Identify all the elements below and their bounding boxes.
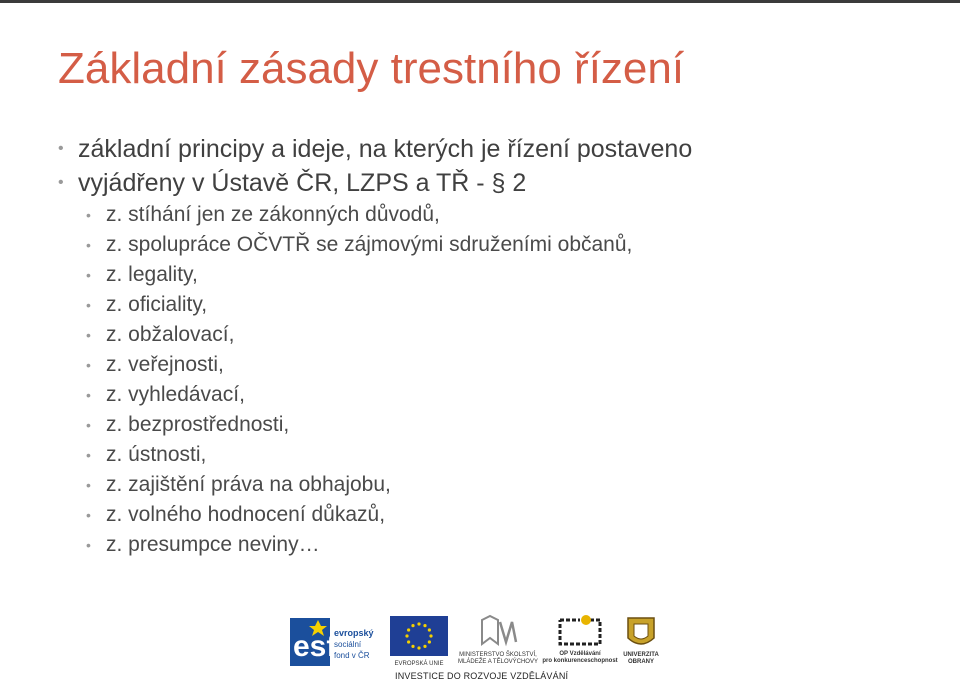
bullet-icon: •: [86, 537, 91, 553]
bullet-text: z. presumpce neviny…: [106, 533, 320, 556]
sub-bullet-item: [58, 380, 938, 410]
sub-bullet-item: [58, 500, 938, 530]
sub-bullet-item: [58, 320, 938, 350]
sub-bullet-item: [58, 410, 938, 440]
bullet-item: [58, 132, 938, 166]
eu-star-icon: [411, 624, 414, 627]
sub-bullet-item: [58, 200, 938, 230]
bullet-text: z. stíhání jen ze zákonných důvodů,: [106, 203, 440, 226]
bullet-icon: •: [86, 417, 91, 433]
bullet-icon: •: [58, 174, 64, 191]
sub-bullet-item: [58, 350, 938, 380]
eu-star-icon: [429, 634, 432, 637]
sub-bullet-item: [58, 260, 938, 290]
eu-star-icon: [428, 640, 431, 643]
bullet-item: [58, 166, 938, 200]
slide-title: Základní zásady trestního řízení: [58, 44, 685, 93]
bullet-icon: •: [86, 507, 91, 523]
bullet-icon: •: [58, 140, 64, 157]
sub-bullet-item: [58, 290, 938, 320]
eu-flag-logo: [390, 612, 448, 668]
bullet-text: vyjádřeny v Ústavě ČR, LZPS a TŘ - § 2: [78, 169, 527, 197]
uo-logo: [616, 612, 666, 668]
sub-bullet-item: [58, 440, 938, 470]
bullet-text: z. ústnosti,: [106, 443, 207, 466]
bullet-icon: •: [86, 327, 91, 343]
bullet-text: z. obžalovací,: [106, 323, 235, 346]
msmt-label1: MINISTERSTVO ŠKOLSTVÍ,: [459, 652, 537, 658]
msmt-logo: [452, 612, 544, 668]
esf-line1: evropský: [334, 628, 374, 638]
eu-star-icon: [428, 628, 431, 631]
bullet-list: [58, 132, 938, 560]
eu-star-icon: [405, 634, 408, 637]
op-frame-icon: [560, 620, 600, 644]
msmt-emblem-icon: [482, 616, 498, 644]
bullet-text: z. zajištění práva na obhajobu,: [106, 473, 391, 496]
bullet-text: z. bezprostřednosti,: [106, 413, 290, 436]
esf-brand-text: esf: [293, 630, 337, 663]
sub-bullet-item: [58, 230, 938, 260]
bullet-text: z. volného hodnocení důkazů,: [106, 503, 386, 526]
op-sun-icon: [581, 615, 591, 625]
bullet-text: z. spolupráce OČVTŘ se zájmovými sdruženími občanů,: [106, 233, 633, 256]
sub-bullet-item: [58, 530, 938, 560]
eu-star-icon: [417, 622, 420, 625]
bullet-text: z. legality,: [106, 263, 198, 286]
bullet-icon: •: [86, 447, 91, 463]
op-logo: [542, 612, 618, 668]
eu-star-icon: [407, 628, 410, 631]
bullet-icon: •: [86, 297, 91, 313]
esf-line3: fond v ČR: [334, 651, 370, 660]
bullet-icon: •: [86, 357, 91, 373]
bullet-icon: •: [86, 477, 91, 493]
bullet-icon: •: [86, 237, 91, 253]
sub-bullet-item: [58, 470, 938, 500]
top-border: [0, 0, 960, 3]
msmt-label2: MLÁDEŽE A TĚLOVÝCHOVY: [458, 659, 538, 665]
msmt-letters-icon: [500, 622, 516, 642]
bullet-icon: •: [86, 387, 91, 403]
bullet-text: z. veřejnosti,: [106, 353, 224, 376]
eu-star-icon: [407, 640, 410, 643]
bullet-icon: •: [86, 207, 91, 223]
footer-text: INVESTICE DO ROZVOJE VZDĚLÁVÁNÍ: [395, 671, 569, 681]
uo-inner-shield-icon: [634, 624, 648, 639]
eu-star-icon: [411, 645, 414, 648]
esf-logo: [290, 612, 386, 668]
eu-star-icon: [423, 645, 426, 648]
eu-star-icon: [417, 646, 420, 649]
bullet-text: z. oficiality,: [106, 293, 208, 316]
bullet-text: z. vyhledávací,: [106, 383, 245, 406]
bullet-icon: •: [86, 267, 91, 283]
op-label2: pro konkurenceschopnost: [542, 658, 618, 664]
logo-strip: [290, 612, 670, 668]
esf-line2: sociální: [334, 640, 362, 649]
op-label1: OP Vzdělávání: [559, 651, 601, 657]
eu-star-icon: [423, 624, 426, 627]
eu-label: EVROPSKÁ UNIE: [394, 661, 444, 667]
uo-label1: UNIVERZITA: [623, 652, 659, 658]
bullet-text: základní principy a ideje, na kterých je řízení postaveno: [78, 135, 693, 163]
uo-label2: OBRANY: [627, 659, 655, 665]
